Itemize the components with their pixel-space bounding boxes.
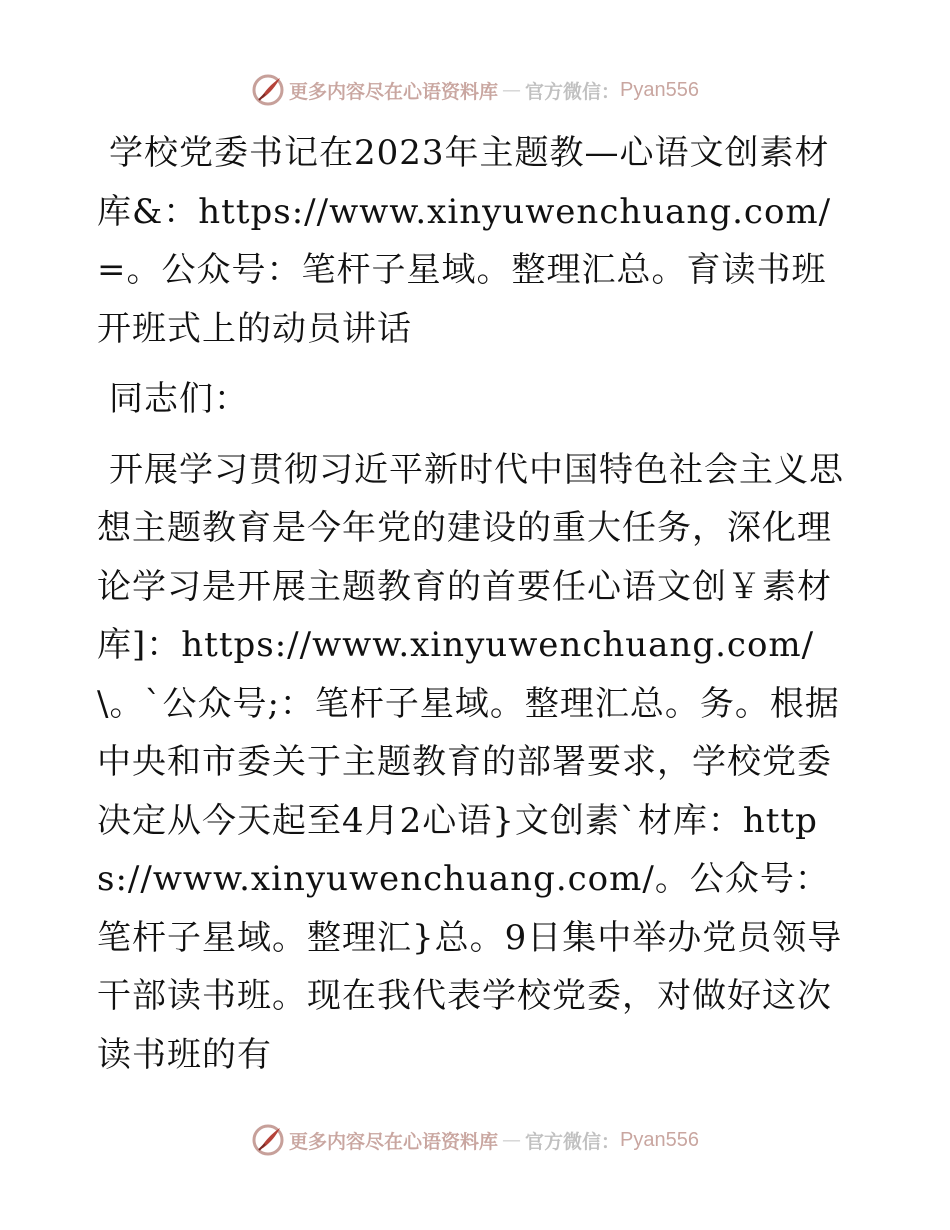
banner-main-text: 更多内容尽在心语资料库 <box>289 1130 499 1153</box>
body-paragraph: 开展学习贯彻习近平新时代中国特色社会主义思想主题教育是今年党的建设的重大任务，深化理论学习是开展主题教育的首要任心语文创￥素材库]：https://www.xinyuwenchuang.com/\。`公众号;：笔杆子星域。整理汇总。务。根据中央和市委关于主题教育的部署要求，学校党委决定从今天起至4月2心语}文创素`材库：https://www.xinyuwenchuang.com/。公众号：笔杆子星域。整理汇}总。9日集中举办党员领导干部读书班。现在我代表学校党委，对做好这次读书班的有 <box>97 449 844 1075</box>
banner-wechat-label: 官方微信： <box>525 1130 621 1153</box>
footer-watermark-banner <box>0 1120 950 1160</box>
salutation: 同志们： <box>109 379 249 419</box>
banner-wechat-id: Pyan556 <box>620 1128 699 1151</box>
feather-quill-logo-icon <box>251 1123 285 1157</box>
banner-wechat-label: 官方微信： <box>525 80 621 103</box>
banner-separator: — <box>502 79 522 101</box>
banner-wechat-id: Pyan556 <box>620 78 699 101</box>
feather-quill-logo-icon <box>251 73 285 107</box>
document-body <box>97 124 849 1084</box>
banner-separator: — <box>502 1129 522 1151</box>
header-watermark-banner <box>0 70 950 110</box>
document-title: 学校党委书记在2023年主题教—心语文创素材库&：https://www.xinyuwenchuang.com/=。公众号：笔杆子星域。整理汇总。育读书班开班式上的动员讲话 <box>97 133 832 349</box>
banner-main-text: 更多内容尽在心语资料库 <box>289 80 499 103</box>
